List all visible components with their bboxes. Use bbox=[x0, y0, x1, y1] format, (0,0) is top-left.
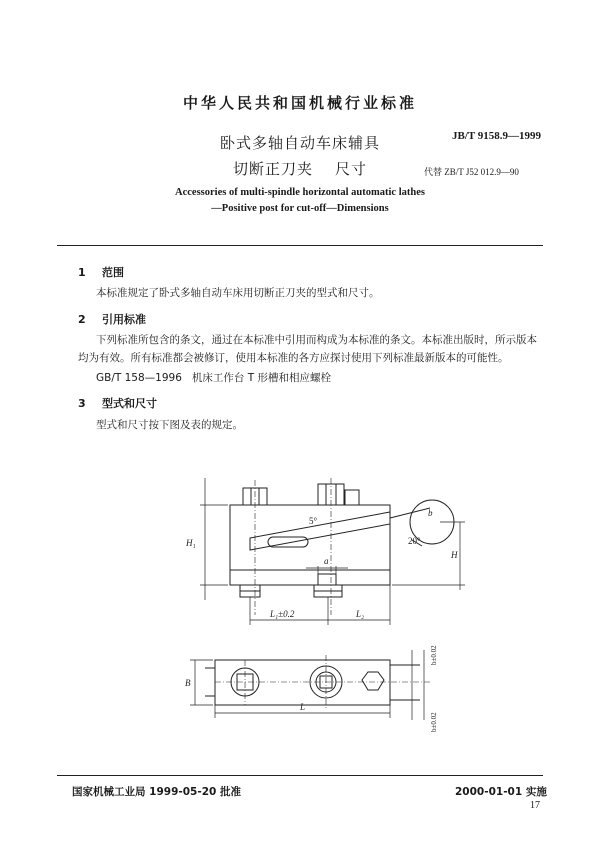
section-2-title: 引用标准 bbox=[102, 313, 146, 326]
replaces-standard: 代替 ZB/T J52 012.9—90 bbox=[424, 167, 519, 177]
section-2-paragraph-1: 下列标准所包含的条文，通过在本标准中引用而构成为本标准的条文。本标准出版时，所示版本 bbox=[96, 334, 537, 346]
label-tolerance-bottom: b±0.02 bbox=[430, 712, 438, 732]
screw-head-right bbox=[345, 490, 359, 505]
page-number: 17 bbox=[530, 800, 540, 811]
referenced-standard: GB/T 158—1996 机床工作台 T 形槽和相应螺栓 bbox=[96, 372, 331, 384]
inclined-slot bbox=[250, 512, 390, 550]
label-angle-5: 5° bbox=[309, 516, 318, 526]
title-en-line2: —Positive post for cut-off—Dimensions bbox=[211, 203, 389, 214]
label-angle-20: 20° bbox=[408, 536, 421, 546]
section-1-paragraph: 本标准规定了卧式多轴自动车床用切断正刀夹的型式和尺寸。 bbox=[96, 287, 380, 299]
top-view bbox=[205, 660, 420, 705]
section-3-number: 3 bbox=[78, 397, 86, 410]
implementation-date: 2000-01-01 实施 bbox=[455, 786, 547, 798]
section-3-title: 型式和尺寸 bbox=[102, 397, 157, 410]
title-zh-line2-part-a: 切断正刀夹 bbox=[232, 160, 313, 178]
label-b-cap: B bbox=[185, 678, 191, 688]
key-a bbox=[318, 574, 336, 585]
section-2-paragraph-2: 均为有效。所有标准都会被修订，使用本标准的各方应探讨使用下列标准最新版本的可能性。 bbox=[78, 352, 509, 364]
title-zh-line1: 卧式多轴自动车床辅具 bbox=[219, 134, 380, 152]
title-en-line1: Accessories of multi-spindle horizontal automatic lathes bbox=[175, 187, 425, 198]
title-zh-line2-part-b: 尺寸 bbox=[335, 160, 368, 178]
label-l2: L₂ bbox=[356, 609, 365, 619]
label-l: L bbox=[300, 702, 306, 712]
section-1-title: 范围 bbox=[102, 266, 124, 279]
standard-number: JB/T 9158.9—1999 bbox=[452, 130, 542, 142]
section-2-number: 2 bbox=[78, 313, 86, 326]
issuing-organization: 中华人民共和国机械行业标准 bbox=[182, 94, 417, 112]
label-l1: L₁±0.2 bbox=[270, 609, 295, 619]
label-b-circle: b bbox=[428, 508, 433, 518]
label-a: a bbox=[324, 556, 329, 566]
label-tolerance-top: b±0.02 bbox=[430, 645, 438, 665]
label-h1: H₁ bbox=[186, 538, 196, 548]
label-h: H bbox=[451, 550, 458, 560]
approval-info: 国家机械工业局 1999-05-20 批准 bbox=[72, 786, 241, 798]
section-3-paragraph: 型式和尺寸按下图及表的规定。 bbox=[96, 419, 243, 431]
footer-divider bbox=[57, 775, 543, 776]
section-1-number: 1 bbox=[78, 266, 86, 279]
hex-screw bbox=[362, 672, 384, 690]
